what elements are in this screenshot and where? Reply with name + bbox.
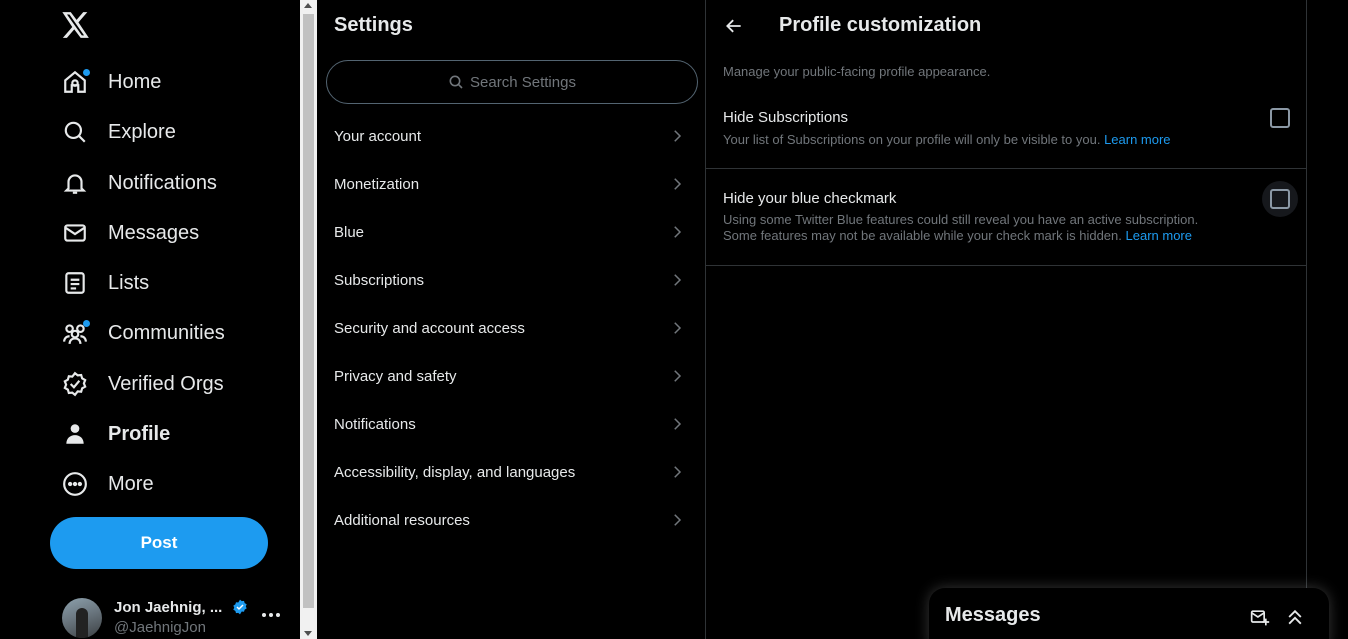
nav-item-profile[interactable] bbox=[50, 411, 182, 457]
option-hide-blue-checkmark[interactable] bbox=[706, 169, 1306, 266]
x-logo-icon[interactable] bbox=[59, 8, 93, 42]
nav-label: Lists bbox=[108, 271, 150, 294]
ellipsis-icon[interactable] bbox=[260, 604, 282, 626]
option-description-text: Using some Twitter Blue features could still reveal you have an active subscription. bbox=[723, 212, 1199, 227]
page-description: Manage your public-facing profile appearance. bbox=[723, 64, 991, 79]
nav-label: Home bbox=[108, 70, 162, 93]
notification-dot bbox=[83, 69, 90, 76]
nav-item-verified-orgs[interactable] bbox=[50, 361, 236, 407]
mail-icon bbox=[62, 220, 88, 246]
nav-label: Messages bbox=[108, 221, 200, 244]
avatar bbox=[62, 598, 102, 638]
search-settings-input[interactable] bbox=[326, 60, 698, 104]
search-icon bbox=[448, 74, 464, 90]
settings-item-label: Privacy and safety bbox=[334, 367, 457, 385]
nav-item-lists[interactable] bbox=[50, 260, 161, 306]
settings-item-accessibility[interactable] bbox=[318, 448, 706, 496]
option-description bbox=[723, 212, 1223, 244]
messages-drawer[interactable] bbox=[929, 588, 1329, 639]
settings-item-notifications[interactable] bbox=[318, 400, 706, 448]
expand-up-icon[interactable] bbox=[1284, 606, 1306, 628]
person-icon bbox=[62, 421, 88, 447]
verified-badge-icon bbox=[232, 599, 248, 615]
page-scrollbar[interactable] bbox=[300, 0, 317, 639]
settings-item-blue[interactable] bbox=[318, 208, 706, 256]
search-placeholder: Search Settings bbox=[470, 73, 576, 91]
settings-item-privacy[interactable] bbox=[318, 352, 706, 400]
settings-item-label: Monetization bbox=[334, 175, 420, 193]
nav-label: More bbox=[108, 472, 154, 495]
back-arrow-icon[interactable] bbox=[720, 12, 748, 40]
settings-title: Settings bbox=[334, 14, 413, 36]
hide-blue-checkmark-checkbox[interactable] bbox=[1270, 189, 1290, 209]
communities-icon bbox=[62, 320, 88, 346]
option-hide-subscriptions[interactable] bbox=[706, 94, 1306, 169]
messages-drawer-title: Messages bbox=[945, 604, 1041, 626]
verified-orgs-icon bbox=[62, 371, 88, 397]
home-icon bbox=[62, 69, 88, 95]
chevron-right-icon bbox=[668, 223, 686, 241]
nav-label: Notifications bbox=[108, 171, 217, 194]
settings-item-additional-resources[interactable] bbox=[318, 496, 706, 544]
option-description-text: Some features may not be available while your check mark is hidden. bbox=[723, 228, 1122, 243]
settings-item-label: Notifications bbox=[334, 415, 416, 433]
chevron-right-icon bbox=[668, 175, 686, 193]
option-description bbox=[723, 132, 1223, 148]
option-description-text: Your list of Subscriptions on your profile will only be visible to you. bbox=[723, 132, 1101, 147]
nav-item-messages[interactable] bbox=[50, 210, 211, 256]
left-navigation bbox=[0, 0, 300, 639]
learn-more-link[interactable]: Learn more bbox=[1104, 132, 1171, 147]
nav-item-notifications[interactable] bbox=[50, 160, 229, 206]
nav-item-communities[interactable] bbox=[50, 310, 237, 356]
nav-label: Communities bbox=[108, 321, 225, 344]
settings-item-monetization[interactable] bbox=[318, 160, 706, 208]
settings-item-security[interactable] bbox=[318, 304, 706, 352]
scroll-down-arrow-icon[interactable] bbox=[304, 631, 312, 636]
chevron-right-icon bbox=[668, 127, 686, 145]
chevron-right-icon bbox=[668, 271, 686, 289]
list-icon bbox=[62, 270, 88, 296]
learn-more-link[interactable]: Learn more bbox=[1125, 228, 1192, 243]
option-title: Hide Subscriptions bbox=[723, 109, 849, 126]
nav-label: Explore bbox=[108, 120, 176, 143]
chevron-right-icon bbox=[668, 367, 686, 385]
settings-item-label: Accessibility, display, and languages bbox=[334, 463, 576, 481]
page-title: Profile customization bbox=[779, 14, 982, 36]
chevron-right-icon bbox=[668, 463, 686, 481]
nav-item-home[interactable] bbox=[50, 59, 173, 105]
chevron-right-icon bbox=[668, 319, 686, 337]
settings-item-your-account[interactable] bbox=[318, 112, 706, 160]
notification-dot bbox=[83, 320, 90, 327]
settings-item-label: Your account bbox=[334, 127, 422, 145]
chevron-right-icon bbox=[668, 511, 686, 529]
nav-item-explore[interactable] bbox=[50, 109, 188, 155]
settings-column bbox=[318, 0, 706, 639]
nav-item-more[interactable] bbox=[50, 461, 166, 507]
search-icon bbox=[62, 119, 88, 145]
account-switcher[interactable] bbox=[60, 594, 290, 639]
account-handle: @JaehnigJon bbox=[114, 619, 206, 636]
settings-item-label: Subscriptions bbox=[334, 271, 425, 289]
scroll-thumb[interactable] bbox=[303, 14, 314, 608]
account-name: Jon Jaehnig, ... bbox=[114, 599, 223, 616]
settings-item-label: Blue bbox=[334, 223, 365, 241]
more-circle-icon bbox=[62, 471, 88, 497]
nav-label: Verified Orgs bbox=[108, 372, 224, 395]
scroll-up-arrow-icon[interactable] bbox=[304, 3, 312, 8]
chevron-right-icon bbox=[668, 415, 686, 433]
profile-customization-panel bbox=[706, 0, 1307, 639]
settings-item-label: Additional resources bbox=[334, 511, 470, 529]
nav-label: Profile bbox=[108, 422, 171, 445]
post-button[interactable]: Post bbox=[50, 517, 268, 569]
bell-icon bbox=[62, 170, 88, 196]
hide-subscriptions-checkbox[interactable] bbox=[1270, 108, 1290, 128]
option-title: Hide your blue checkmark bbox=[723, 190, 897, 207]
settings-item-label: Security and account access bbox=[334, 319, 525, 337]
settings-item-subscriptions[interactable] bbox=[318, 256, 706, 304]
new-message-icon[interactable] bbox=[1249, 606, 1271, 628]
